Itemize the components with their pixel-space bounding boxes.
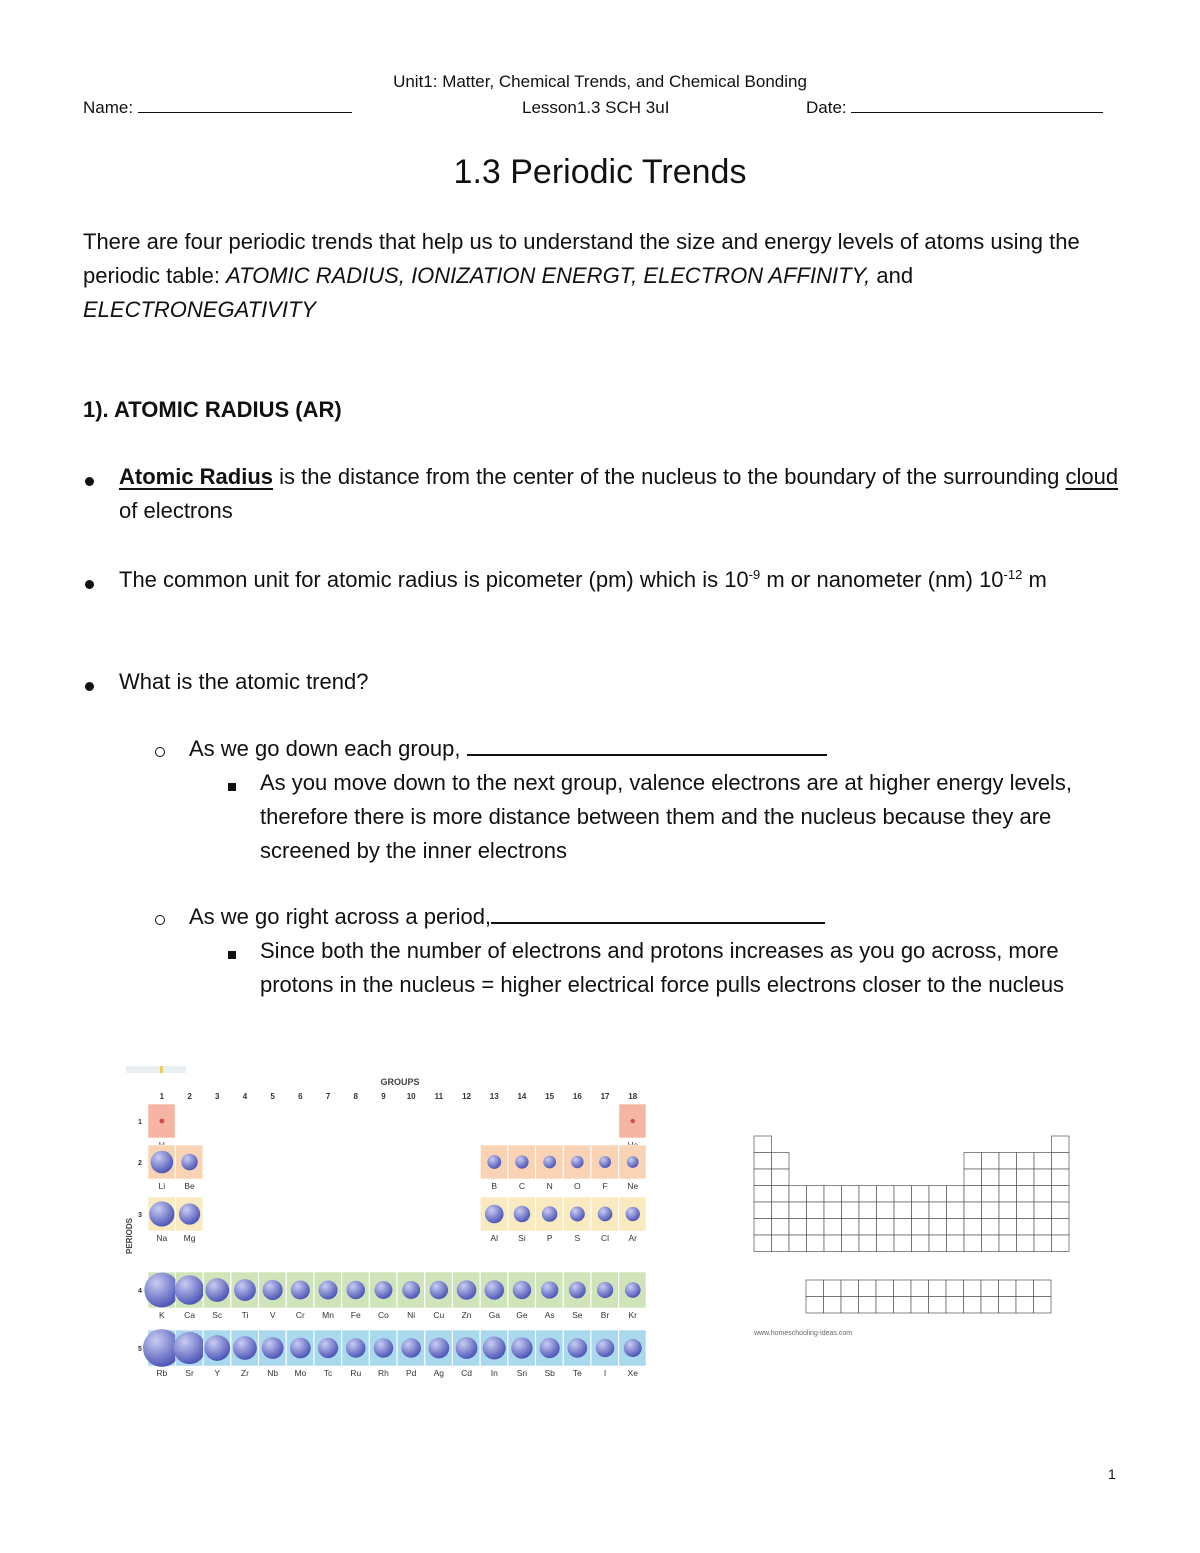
blank-f-block-cell <box>911 1280 929 1297</box>
element-symbol: Li <box>158 1181 166 1191</box>
blank-f-block-cell <box>894 1280 912 1297</box>
group-number: 17 <box>600 1092 610 1101</box>
blank-cell <box>964 1202 982 1219</box>
name-field <box>83 98 352 118</box>
blank-f-block-cell <box>946 1297 964 1314</box>
element-symbol: N <box>546 1181 553 1191</box>
atom-sphere <box>234 1279 256 1301</box>
blank-cell <box>824 1235 842 1252</box>
blank-f-block-cell <box>999 1280 1017 1297</box>
atom-sphere <box>598 1207 613 1222</box>
blank-cell <box>912 1186 930 1203</box>
blank-cell <box>964 1219 982 1236</box>
blank-cell <box>982 1186 1000 1203</box>
element-symbol: Rh <box>378 1368 389 1378</box>
blank-cell <box>1052 1202 1070 1219</box>
atom-sphere <box>511 1337 532 1358</box>
atom-sphere <box>374 1338 394 1358</box>
blank-cell <box>754 1153 772 1170</box>
group-number: 5 <box>270 1092 275 1101</box>
groups-label: GROUPS <box>380 1077 420 1087</box>
atom-sphere <box>204 1335 230 1361</box>
name-label: Name: <box>83 98 134 117</box>
element-symbol: Y <box>214 1368 221 1378</box>
group-number: 11 <box>434 1092 444 1101</box>
element-symbol: V <box>269 1310 276 1320</box>
blank-cell <box>964 1186 982 1203</box>
blank-f-block-cell <box>806 1280 824 1297</box>
blank-cell <box>999 1153 1017 1170</box>
blank-cell <box>754 1235 772 1252</box>
atom-sphere <box>599 1156 611 1168</box>
color-strip <box>126 1066 186 1073</box>
atom-sphere <box>457 1280 477 1300</box>
element-symbol: Cr <box>295 1310 305 1320</box>
blank-f-block-cell <box>876 1297 894 1314</box>
atom-sphere <box>402 1281 420 1299</box>
section-heading: 1). ATOMIC RADIUS (AR) <box>83 397 342 422</box>
bullet-dot-3 <box>85 678 94 696</box>
atom-sphere <box>515 1155 528 1168</box>
atom-sphere <box>543 1156 556 1169</box>
element-symbol: P <box>546 1233 553 1243</box>
atom-sphere <box>428 1338 449 1359</box>
blank-f-block-cell <box>1034 1297 1052 1314</box>
element-symbol: S <box>574 1233 581 1243</box>
element-symbol: K <box>159 1310 165 1320</box>
atom-sphere <box>291 1280 310 1299</box>
blank-cell <box>1052 1169 1070 1186</box>
element-symbol: Cd <box>461 1368 472 1378</box>
blank-cell <box>859 1186 877 1203</box>
blank-cell <box>772 1186 790 1203</box>
bullet-dot-1 <box>85 473 94 491</box>
intro-text: There are four periodic trends that help us to understand the size and energy levels of atoms using the periodic table: <box>83 229 1080 288</box>
blank-cell <box>842 1235 860 1252</box>
blank-cell <box>982 1202 1000 1219</box>
element-symbol: Ge <box>516 1310 528 1320</box>
blank-cell <box>999 1186 1017 1203</box>
blank-cell <box>894 1219 912 1236</box>
blank-cell <box>999 1169 1017 1186</box>
blank-cell <box>859 1202 877 1219</box>
element-symbol: Mo <box>294 1368 307 1378</box>
group-number: 7 <box>325 1092 331 1101</box>
atom-sphere <box>149 1201 174 1226</box>
element-symbol: Br <box>600 1310 610 1320</box>
group-number: 10 <box>406 1092 416 1101</box>
blank-cell <box>1017 1235 1035 1252</box>
blank-cell <box>807 1186 825 1203</box>
blank-cell <box>1034 1153 1052 1170</box>
element-symbol: As <box>544 1310 555 1320</box>
element-symbol: Zn <box>461 1310 472 1320</box>
blank-f-block-cell <box>981 1297 999 1314</box>
answer-blank-1[interactable] <box>467 736 827 756</box>
blank-cell <box>772 1169 790 1186</box>
atom-sphere <box>173 1332 205 1364</box>
element-symbol: F <box>602 1181 608 1191</box>
atom-sphere <box>263 1280 283 1300</box>
element-symbol: Be <box>184 1181 195 1191</box>
element-symbol: B <box>491 1181 498 1191</box>
sub-ring-1 <box>155 744 165 762</box>
blank-f-block-cell <box>964 1297 982 1314</box>
atom-sphere <box>346 1338 366 1358</box>
group-number: 13 <box>489 1092 499 1101</box>
sub-2-detail: Since both the number of electrons and protons increases as you go across, more protons in the nucleus = higher electrical force pulls electrons closer to the nucleus <box>260 938 1065 997</box>
blank-cell <box>1052 1186 1070 1203</box>
period-number: 3 <box>138 1212 142 1219</box>
blank-cell <box>929 1202 947 1219</box>
blank-cell <box>807 1235 825 1252</box>
intro-last-term: ELECTRONEGATIVITY <box>83 297 317 322</box>
blank-f-block-cell <box>964 1280 982 1297</box>
atom-sphere <box>513 1281 531 1299</box>
group-number: 1 <box>159 1092 165 1101</box>
element-symbol: Sc <box>212 1310 223 1320</box>
period-number: 4 <box>138 1288 142 1295</box>
blank-cell <box>912 1202 930 1219</box>
blank-f-block-cell <box>859 1280 877 1297</box>
atom-sphere <box>159 1119 164 1124</box>
blank-cell <box>1034 1169 1052 1186</box>
blank-cell <box>964 1169 982 1186</box>
blank-cell <box>1034 1235 1052 1252</box>
blank-cell <box>1052 1235 1070 1252</box>
blank-f-block-cell <box>876 1280 894 1297</box>
atom-sphere <box>569 1282 586 1299</box>
element-symbol: Sn <box>516 1368 528 1378</box>
atom-sphere <box>568 1338 588 1358</box>
atom-sphere <box>262 1337 284 1359</box>
lesson-code: Lesson1.3 SCH 3uI <box>522 98 670 117</box>
blank-f-block-cell <box>841 1280 859 1297</box>
atom-sphere <box>514 1206 530 1222</box>
answer-blank-2[interactable] <box>491 904 825 924</box>
atom-sphere <box>456 1337 478 1359</box>
element-symbol: Nb <box>267 1368 279 1378</box>
blank-cell <box>964 1235 982 1252</box>
bullet-dot-2 <box>85 576 94 594</box>
blank-cell <box>754 1136 772 1153</box>
blank-f-block-cell <box>981 1280 999 1297</box>
atom-sphere <box>487 1155 501 1169</box>
blank-cell <box>1034 1219 1052 1236</box>
atom-sphere <box>540 1338 560 1358</box>
atom-sphere <box>430 1281 448 1299</box>
blank-cell <box>947 1235 965 1252</box>
element-symbol: Te <box>572 1368 582 1378</box>
exponent-2: -12 <box>1003 567 1023 582</box>
sub-square-2 <box>228 946 236 964</box>
element-symbol: Ag <box>433 1368 445 1378</box>
atom-sphere <box>319 1280 338 1299</box>
element-symbol: Mg <box>183 1233 196 1243</box>
blank-cell <box>754 1219 772 1236</box>
atom-sphere <box>542 1206 557 1221</box>
group-number: 6 <box>298 1092 303 1101</box>
blank-cell <box>1017 1219 1035 1236</box>
exponent-1: -9 <box>748 567 761 582</box>
sub-2 <box>189 900 825 934</box>
sub-2-label: As we go right across a period, <box>189 904 492 929</box>
bullet-2-text-b: m or nanometer (nm) 10 <box>760 567 1004 592</box>
blank-cell <box>754 1186 772 1203</box>
group-number: 18 <box>628 1092 638 1101</box>
atom-sphere <box>570 1207 585 1222</box>
blank-cell <box>1034 1186 1052 1203</box>
term-atomic-radius: Atomic Radius <box>119 464 274 489</box>
blank-cell <box>754 1169 772 1186</box>
blank-cell <box>1052 1219 1070 1236</box>
color-strip-accent <box>160 1066 163 1073</box>
group-number: 15 <box>545 1092 555 1101</box>
blank-cell <box>982 1219 1000 1236</box>
element-symbol: Ca <box>184 1310 195 1320</box>
element-symbol: Cl <box>601 1233 610 1243</box>
atom-sphere <box>151 1151 174 1174</box>
atom-sphere <box>181 1154 197 1170</box>
element-symbol: Ar <box>628 1233 637 1243</box>
blank-cell <box>754 1202 772 1219</box>
periods-label: PERIODS <box>125 1217 134 1255</box>
blank-cell <box>912 1235 930 1252</box>
element-symbol: Sb <box>544 1368 555 1378</box>
atom-sphere <box>347 1281 365 1299</box>
blank-cell <box>1052 1136 1070 1153</box>
blank-periodic-table <box>748 1130 1088 1345</box>
period-number: 5 <box>138 1346 142 1353</box>
date-blank[interactable] <box>851 98 1103 113</box>
atom-sphere <box>626 1207 640 1221</box>
element-symbol: Kr <box>628 1310 637 1320</box>
sub-1-label: As we go down each group, <box>189 736 461 761</box>
blank-cell <box>772 1219 790 1236</box>
intro-terms: ATOMIC RADIUS, IONIZATION ENERGT, ELECTRON AFFINITY, <box>226 263 871 288</box>
atom-sphere <box>597 1282 613 1298</box>
blank-cell <box>1017 1169 1035 1186</box>
atom-sphere <box>374 1281 392 1299</box>
blank-cell <box>877 1202 895 1219</box>
blank-cell <box>929 1219 947 1236</box>
atom-sphere <box>596 1339 614 1357</box>
element-symbol: In <box>490 1368 498 1378</box>
atom-sphere <box>205 1278 229 1302</box>
blank-f-block-cell <box>824 1280 842 1297</box>
name-blank[interactable] <box>138 98 352 113</box>
element-symbol: Na <box>156 1233 168 1243</box>
atomic-radius-figure <box>118 1060 658 1390</box>
blank-f-block-cell <box>911 1297 929 1314</box>
bullet-1-text-b: of electrons <box>119 498 233 523</box>
atom-sphere <box>631 1119 635 1123</box>
group-number: 12 <box>462 1092 472 1101</box>
atom-sphere <box>401 1338 421 1358</box>
intro-paragraph <box>83 225 1123 327</box>
blank-cell <box>982 1235 1000 1252</box>
element-symbol: I <box>603 1368 607 1378</box>
blank-cell <box>947 1186 965 1203</box>
blank-cell <box>789 1235 807 1252</box>
date-label: Date: <box>806 98 847 117</box>
group-number: 8 <box>353 1092 358 1101</box>
blank-cell <box>877 1235 895 1252</box>
blank-cell <box>824 1186 842 1203</box>
blank-cell <box>859 1235 877 1252</box>
blank-cell <box>982 1153 1000 1170</box>
blank-cell <box>964 1153 982 1170</box>
group-number: 16 <box>572 1092 582 1101</box>
atom-sphere <box>290 1338 311 1359</box>
atom-sphere <box>233 1336 257 1360</box>
bullet-1-text-a: is the distance from the center of the nucleus to the boundary of the surrounding <box>273 464 1066 489</box>
group-number: 14 <box>517 1092 527 1101</box>
unit-title: Unit1: Matter, Chemical Trends, and Chemical Bonding <box>393 72 807 91</box>
blank-cell <box>894 1186 912 1203</box>
atom-sphere <box>485 1205 504 1224</box>
blank-cell <box>842 1202 860 1219</box>
group-number: 4 <box>242 1092 248 1101</box>
blank-cell <box>842 1219 860 1236</box>
element-symbol: Xe <box>627 1368 638 1378</box>
atom-sphere <box>625 1282 641 1298</box>
bullet-2 <box>119 563 1119 597</box>
blank-cell <box>772 1202 790 1219</box>
blank-f-block-cell <box>929 1297 947 1314</box>
element-symbol: Se <box>572 1310 583 1320</box>
atom-sphere <box>175 1275 204 1304</box>
bullet-2-text-a: The common unit for atomic radius is picometer (pm) which is 10 <box>119 567 749 592</box>
atom-sphere <box>484 1280 504 1300</box>
blank-cell <box>999 1202 1017 1219</box>
figure-credit: www.homeschooling-ideas.com <box>754 1330 853 1337</box>
group-number: 9 <box>381 1092 386 1101</box>
blank-f-block-cell <box>1034 1280 1052 1297</box>
element-symbol: Ti <box>241 1310 249 1320</box>
blank-f-block-cell <box>841 1297 859 1314</box>
blank-f-block-cell <box>859 1297 877 1314</box>
blank-cell <box>999 1235 1017 1252</box>
element-symbol: Pd <box>405 1368 417 1378</box>
element-symbol: Rb <box>156 1368 168 1378</box>
bullet-2-text-c: m <box>1022 567 1047 592</box>
blank-cell <box>789 1219 807 1236</box>
blank-cell <box>824 1202 842 1219</box>
blank-f-block-cell <box>824 1297 842 1314</box>
atom-sphere <box>624 1339 642 1357</box>
blank-cell <box>877 1186 895 1203</box>
atom-sphere <box>144 1273 179 1308</box>
atom-sphere <box>483 1337 506 1360</box>
atom-sphere <box>541 1281 558 1298</box>
blank-cell <box>1034 1202 1052 1219</box>
blank-cell <box>982 1169 1000 1186</box>
blank-cell <box>947 1202 965 1219</box>
blank-cell <box>807 1219 825 1236</box>
blank-cell <box>789 1186 807 1203</box>
blank-cell <box>824 1219 842 1236</box>
atom-sphere <box>318 1338 338 1358</box>
blank-cell <box>929 1235 947 1252</box>
bullet-1 <box>119 460 1119 528</box>
blank-cell <box>1017 1153 1035 1170</box>
blank-cell <box>772 1153 790 1170</box>
blank-cell <box>789 1202 807 1219</box>
blank-cell <box>842 1186 860 1203</box>
element-symbol: Zr <box>240 1368 249 1378</box>
blank-cell <box>947 1219 965 1236</box>
element-symbol: Si <box>518 1233 526 1243</box>
atom-sphere <box>179 1203 200 1224</box>
element-symbol: Fe <box>350 1310 361 1320</box>
bullet-3: What is the atomic trend? <box>119 669 369 694</box>
blank-f-block-cell <box>894 1297 912 1314</box>
blank-cell <box>877 1219 895 1236</box>
element-symbol: Al <box>490 1233 499 1243</box>
blank-cell <box>772 1235 790 1252</box>
group-number: 2 <box>187 1092 192 1101</box>
period-number: 1 <box>138 1119 142 1126</box>
element-symbol: Tc <box>323 1368 333 1378</box>
blank-cell <box>1017 1202 1035 1219</box>
element-symbol: Ru <box>350 1368 362 1378</box>
sub-1 <box>189 732 827 766</box>
element-symbol: Sr <box>185 1368 194 1378</box>
element-symbol: C <box>518 1181 526 1191</box>
term-cloud: cloud <box>1065 464 1119 489</box>
element-symbol: Co <box>378 1310 389 1320</box>
atom-sphere <box>571 1156 584 1169</box>
element-symbol: O <box>574 1181 581 1191</box>
sub-1-detail: As you move down to the next group, valence electrons are at higher energy levels, therefore there is more distance between them and the nucleus because they are screened by the inner electrons <box>260 770 1073 863</box>
blank-cell <box>912 1219 930 1236</box>
intro-and: and <box>876 263 914 288</box>
blank-f-block-cell <box>806 1297 824 1314</box>
blank-cell <box>859 1219 877 1236</box>
blank-f-block-cell <box>1016 1297 1034 1314</box>
element-symbol: Cu <box>433 1310 445 1320</box>
blank-cell <box>807 1202 825 1219</box>
blank-cell <box>894 1235 912 1252</box>
blank-f-block-cell <box>929 1280 947 1297</box>
sub-square-1 <box>228 778 236 796</box>
blank-cell <box>1017 1186 1035 1203</box>
period-number: 2 <box>138 1160 142 1167</box>
blank-f-block-cell <box>999 1297 1017 1314</box>
sub-ring-2 <box>155 912 165 930</box>
blank-cell <box>999 1219 1017 1236</box>
element-symbol: Ga <box>488 1310 500 1320</box>
page-number: 1 <box>1108 1466 1116 1482</box>
group-number: 3 <box>215 1092 220 1101</box>
page-title: 1.3 Periodic Trends <box>453 153 747 191</box>
blank-cell <box>929 1186 947 1203</box>
blank-f-block-cell <box>1016 1280 1034 1297</box>
blank-cell <box>1052 1153 1070 1170</box>
element-symbol: Ni <box>407 1310 416 1320</box>
element-symbol: Ne <box>627 1181 639 1191</box>
blank-cell <box>894 1202 912 1219</box>
element-symbol: Mn <box>322 1310 334 1320</box>
date-field <box>806 98 1103 118</box>
blank-f-block-cell <box>946 1280 964 1297</box>
atom-sphere <box>627 1156 639 1168</box>
